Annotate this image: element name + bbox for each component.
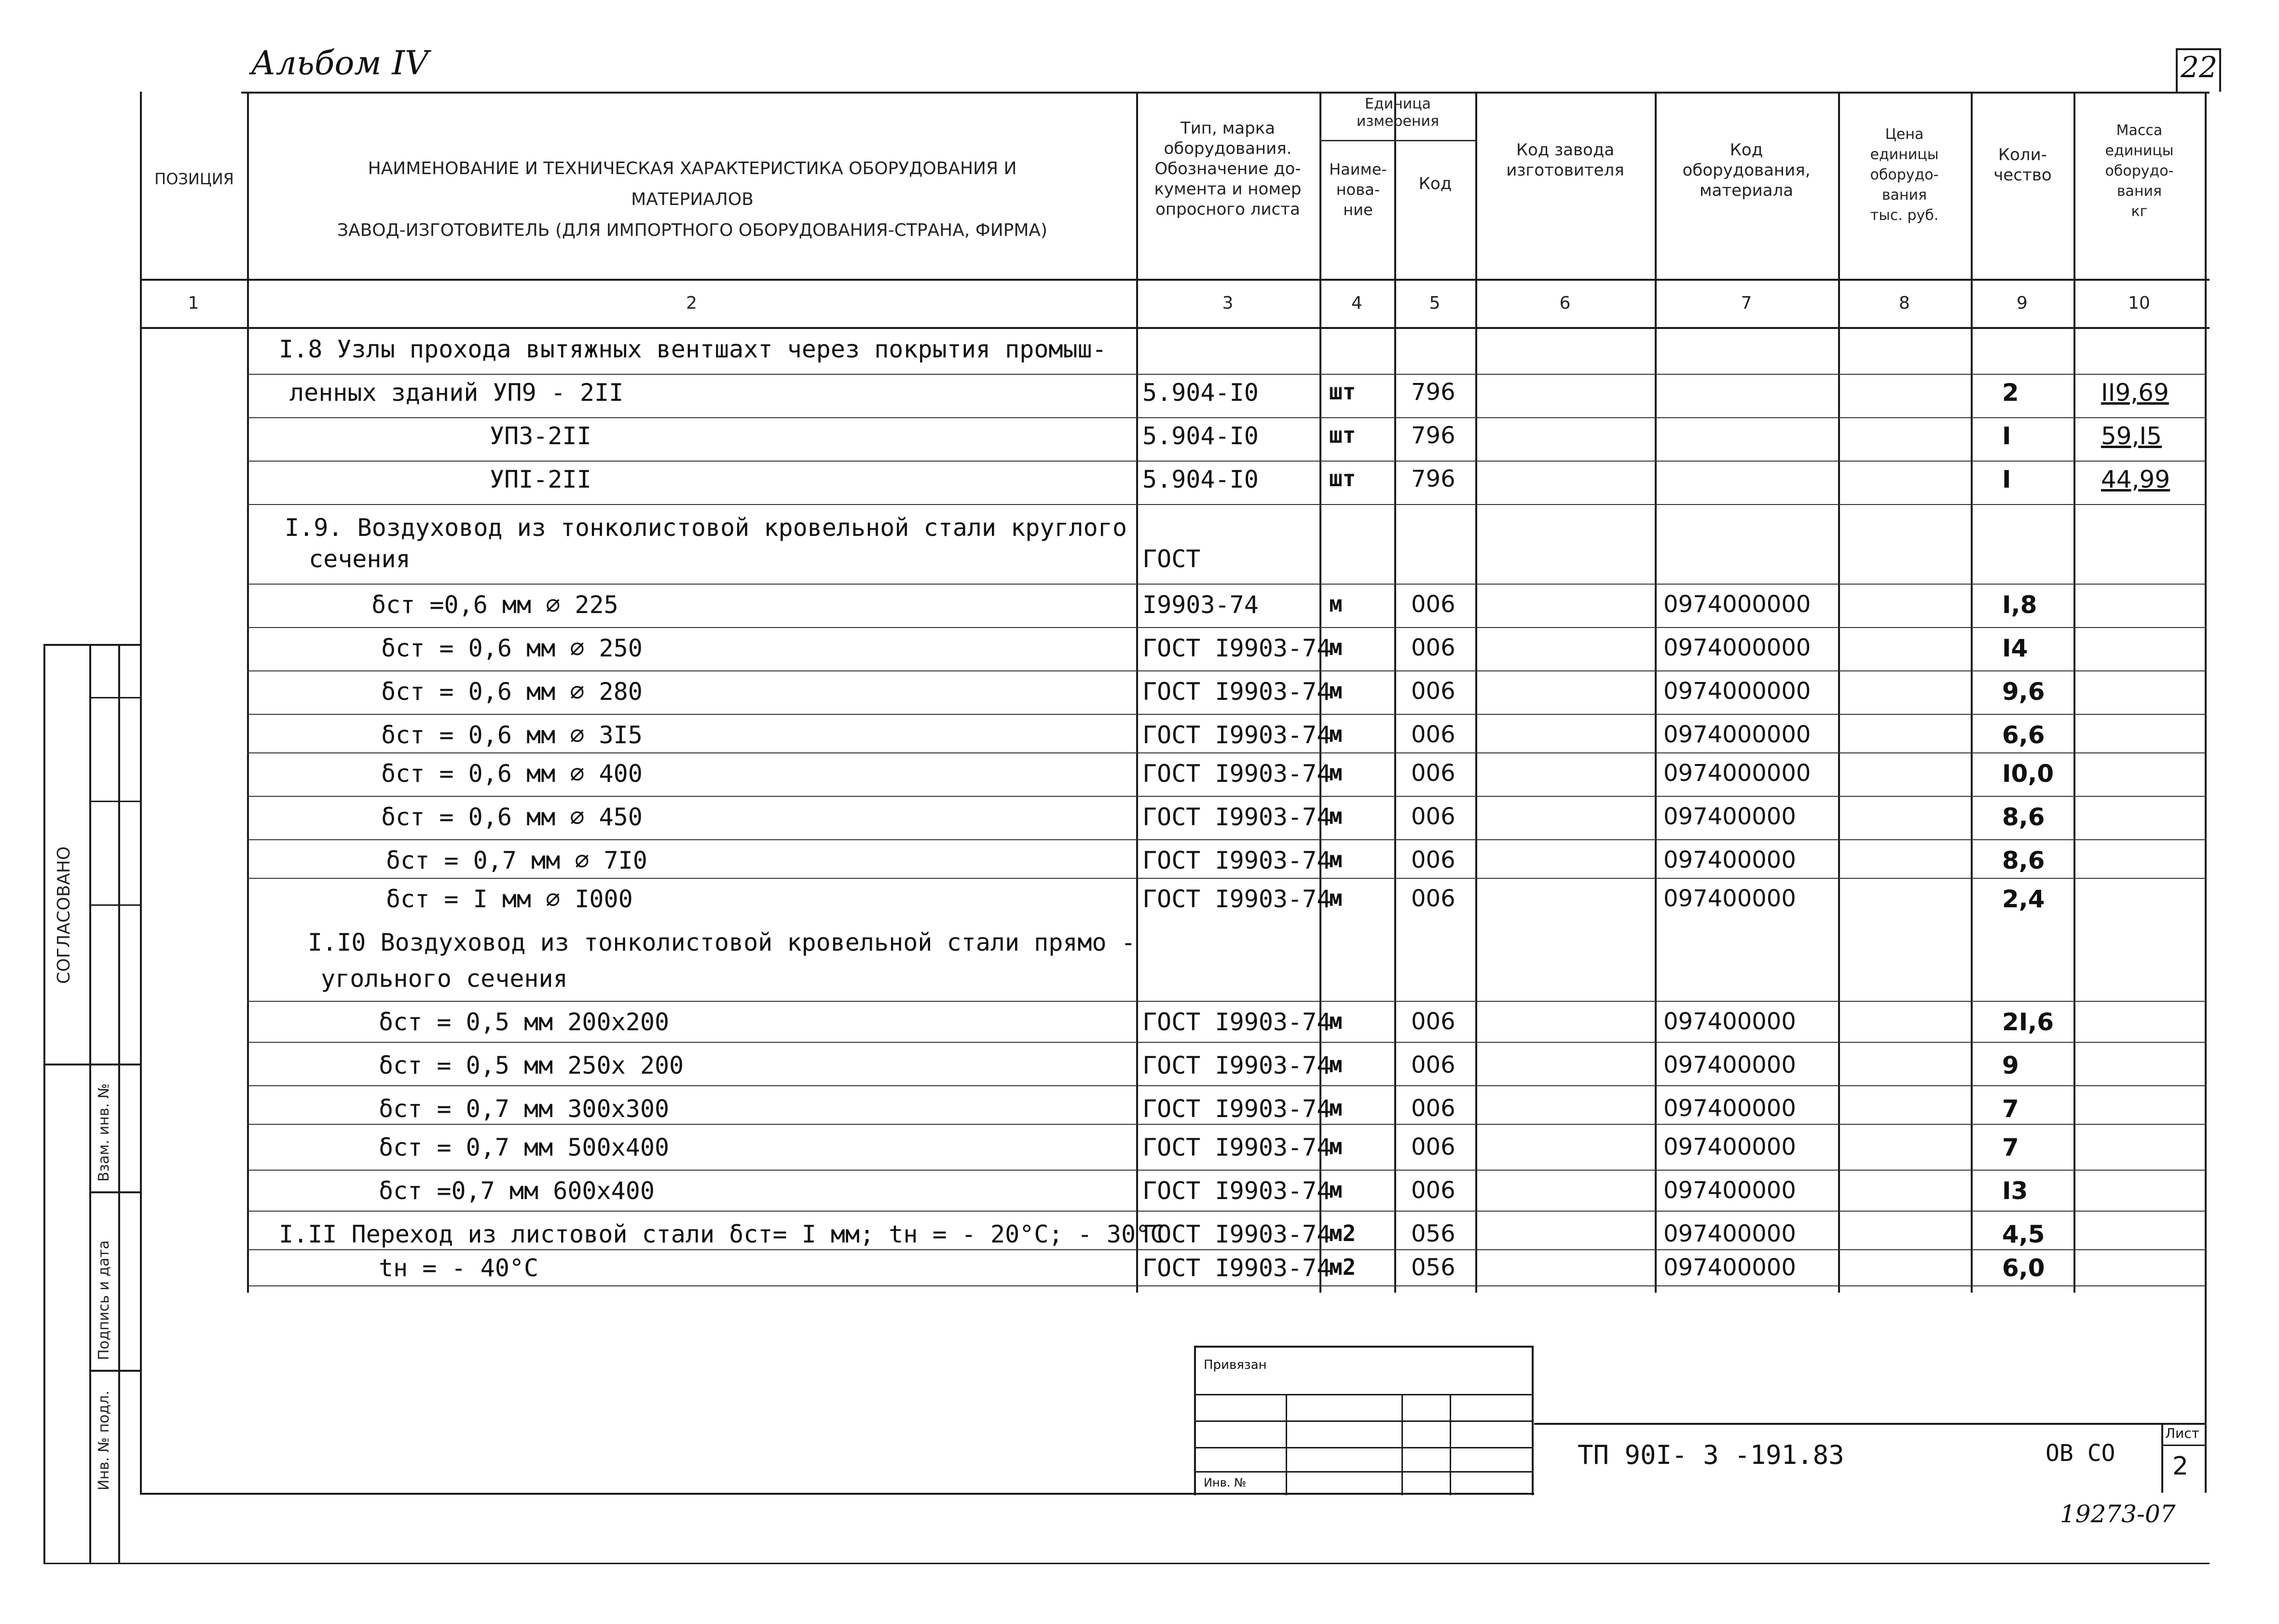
header-line: Наиме- (1329, 160, 1387, 178)
row-unit: м (1329, 885, 1343, 911)
row-name: ленных зданий УП9 - 2II (289, 379, 624, 407)
column-number: 5 (1429, 293, 1441, 313)
row-quantity: 7 (2002, 1133, 2019, 1161)
row-doc: ГОСТ I9903-74 (1142, 1220, 1332, 1248)
header-line: Масса (2116, 122, 2163, 139)
row-quantity: I,8 (2002, 591, 2037, 619)
row-quantity: 9,6 (2002, 678, 2045, 706)
row-doc: ГОСТ I9903-74 (1142, 760, 1332, 788)
row-name: δст = 0,6 мм ∅ 250 (381, 634, 643, 662)
row-material-code: 097400000 (1663, 1008, 1796, 1035)
row-quantity: 8,6 (2002, 803, 2045, 831)
row-unit: шт (1329, 422, 1356, 448)
column-number: 2 (686, 293, 697, 313)
row-material-code: 097400000 (1663, 803, 1796, 830)
header-name: НАИМЕНОВАНИЕ И ТЕХНИЧЕСКАЯ ХАРАКТЕРИСТИКА ОБОРУДОВАНИЯ И МАТЕРИАЛОВ ЗАВОД-ИЗГОТОВИТЕЛЬ (ДЛЯ ИМПОРТНОГО ОБОРУДОВАНИЯ-СТРАНА, ФИРМА) (337, 159, 1048, 240)
row-material-code: 097400000 (1663, 1051, 1796, 1078)
row-unit-code: 006 (1411, 803, 1455, 830)
row-quantity: 8,6 (2002, 846, 2045, 874)
row-name: δст = 0,6 мм ∅ 400 (381, 760, 643, 788)
side-sign-date-label: Подпись и дата (96, 1240, 112, 1360)
header-line: Коли- (1998, 145, 2047, 164)
header-line: кг (2131, 203, 2148, 220)
header-factory-code (1477, 140, 1653, 180)
row-material-code: 0974000000 (1663, 760, 1811, 787)
row-material-code: 097400000 (1663, 1220, 1796, 1247)
row-doc: ГОСТ I9903-74 (1142, 678, 1332, 706)
row-doc: 5.904-I0 (1142, 379, 1259, 407)
header-unit-code: Код (1418, 174, 1452, 193)
row-unit-code: 796 (1411, 422, 1455, 449)
header-line: материала (1699, 181, 1794, 200)
row-unit-code: 796 (1411, 379, 1455, 406)
row-unit: м2 (1329, 1254, 1356, 1280)
header-price (1840, 124, 1968, 226)
row-doc: I9903-74 (1142, 591, 1259, 619)
header-line: оборудо- (1870, 166, 1939, 183)
row-material-code: 097400000 (1663, 1177, 1796, 1204)
row-name: δст =0,7 мм 600x400 (379, 1177, 655, 1205)
album-label: Альбом IV (251, 44, 429, 82)
row-doc: ГОСТ I9903-74 (1142, 1254, 1332, 1282)
header-line: опросного листа (1155, 200, 1300, 219)
side-replace-inv-label: Взам. инв. № (96, 1083, 112, 1182)
row-doc: ГОСТ I9903-74 (1142, 1133, 1332, 1161)
row-name: УПI-2II (490, 465, 591, 493)
row-unit-code: 006 (1411, 885, 1455, 912)
row-name: I.9. Воздуховод из тонколистовой кровельной стали круглого (285, 514, 1127, 542)
row-unit: м (1329, 1008, 1343, 1034)
row-unit-code: 796 (1411, 465, 1455, 492)
row-unit-code: 006 (1411, 1008, 1455, 1035)
row-unit: м (1329, 721, 1343, 747)
row-doc: ГОСТ I9903-74 (1142, 1095, 1332, 1123)
row-quantity: I (2002, 422, 2011, 450)
header-line: нова- (1336, 180, 1380, 199)
header-line: оборудования, (1682, 161, 1811, 180)
header-line: оборудо- (2105, 163, 2174, 179)
row-unit: м (1329, 846, 1343, 873)
row-unit-code: 006 (1411, 1051, 1455, 1078)
row-unit-code: 056 (1411, 1220, 1455, 1247)
row-unit-code: 006 (1411, 1133, 1455, 1160)
header-line: Обозначение до- (1154, 159, 1301, 178)
header-unit-group (1322, 96, 1474, 130)
header-line: Тип, марка (1180, 119, 1276, 138)
header-line: Единица (1364, 96, 1431, 112)
row-material-code: 0974000000 (1663, 591, 1811, 618)
row-mass: 59,I5 (2101, 422, 2162, 450)
row-material-code: 097400000 (1663, 846, 1796, 873)
side-agreed-label: СОГЛАСОВАНО (54, 846, 74, 984)
row-name: δст = 0,5 мм 200x200 (379, 1008, 670, 1036)
side-original-inv-label: Инв. № подл. (96, 1391, 112, 1490)
row-material-code: 097400000 (1663, 1133, 1796, 1160)
row-name: δст = 0,7 мм ∅ 7I0 (386, 846, 647, 874)
row-name: δст = 0,7 мм 300x300 (379, 1095, 670, 1123)
archive-number: 19273-07 (2060, 1500, 2176, 1528)
header-unit-name (1322, 159, 1394, 220)
header-mass (2075, 121, 2203, 222)
header-line: единицы (2105, 142, 2174, 159)
row-unit: м (1329, 803, 1343, 829)
header-line: тыс. руб. (1870, 207, 1939, 224)
stamp-sheet-number: 2 (2172, 1452, 2189, 1481)
row-unit: м (1329, 1051, 1343, 1078)
row-material-code: 0974000000 (1663, 721, 1811, 748)
header-line: вания (1881, 187, 1927, 204)
header-material-code (1657, 140, 1836, 201)
row-unit-code: 006 (1411, 760, 1455, 787)
row-quantity: I3 (2002, 1177, 2028, 1205)
row-quantity: I (2002, 465, 2011, 493)
row-name: δст = 0,7 мм 500x400 (379, 1133, 670, 1161)
column-number: 3 (1222, 293, 1234, 313)
row-unit: м (1329, 1177, 1343, 1203)
row-name: I.II Переход из листовой стали δст= I мм; tн = - 20°C; - 30°C (279, 1220, 1165, 1248)
row-unit: м (1329, 1095, 1343, 1121)
row-unit: м (1329, 634, 1343, 660)
row-doc: ГОСТ I9903-74 (1142, 803, 1332, 831)
row-unit-code: 006 (1411, 1095, 1455, 1122)
column-number: 7 (1741, 293, 1752, 313)
row-doc: ГОСТ I9903-74 (1142, 885, 1332, 913)
row-doc: ГОСТ I9903-74 (1142, 846, 1332, 874)
row-name: сечения (309, 545, 411, 573)
row-doc: ГОСТ I9903-74 (1142, 721, 1332, 749)
row-unit: м (1329, 1133, 1343, 1160)
row-unit: м (1329, 760, 1343, 786)
stamp-sheet-label: Лист (2165, 1425, 2199, 1441)
stamp-document-code: ТП 90I- 3 -191.83 (1578, 1440, 1844, 1470)
row-name: δст = 0,6 мм ∅ 450 (381, 803, 643, 831)
column-number: 1 (188, 293, 199, 313)
row-quantity: 9 (2002, 1051, 2019, 1079)
row-quantity: 7 (2002, 1095, 2019, 1123)
header-position: ПОЗИЦИЯ (154, 170, 234, 188)
row-quantity: 2I,6 (2002, 1008, 2054, 1036)
row-unit: шт (1329, 465, 1356, 491)
row-quantity: I4 (2002, 634, 2028, 662)
row-quantity: 6,0 (2002, 1254, 2045, 1282)
row-unit-code: 006 (1411, 591, 1455, 618)
header-line: чество (1993, 165, 2052, 185)
column-number: 8 (1899, 293, 1910, 313)
column-number: 9 (2017, 293, 2028, 313)
row-material-code: 097400000 (1663, 885, 1796, 912)
row-doc: ГОСТ (1142, 545, 1201, 573)
header-line: единицы (1870, 146, 1939, 163)
row-unit: м2 (1329, 1220, 1356, 1246)
row-unit-code: 056 (1411, 1254, 1455, 1281)
header-line: кумента и номер (1154, 179, 1302, 199)
header-type (1139, 118, 1317, 219)
row-doc: 5.904-I0 (1142, 465, 1259, 493)
row-unit: м (1329, 678, 1343, 704)
row-name: δст = 0,5 мм 250x 200 (379, 1051, 684, 1079)
row-unit-code: 006 (1411, 678, 1455, 705)
row-name: I.I0 Воздуховод из тонколистовой кровельной стали прямо - (308, 928, 1136, 956)
header-quantity (1973, 145, 2072, 185)
row-quantity: 2 (2002, 379, 2019, 407)
column-number: 10 (2128, 293, 2150, 313)
row-unit-code: 006 (1411, 634, 1455, 661)
column-number: 6 (1559, 293, 1571, 313)
row-doc: ГОСТ I9903-74 (1142, 634, 1332, 662)
header-line: вания (2116, 183, 2162, 200)
row-name: δст = 0,6 мм ∅ 3I5 (381, 721, 643, 749)
stamp-linked-label: Привязан (1204, 1358, 1267, 1372)
row-material-code: 097400000 (1663, 1095, 1796, 1122)
row-unit: м (1329, 591, 1343, 617)
row-mass: II9,69 (2101, 379, 2169, 407)
stamp-inv-label: Инв. № (1204, 1476, 1247, 1489)
row-doc: ГОСТ I9903-74 (1142, 1177, 1332, 1205)
row-material-code: 097400000 (1663, 1254, 1796, 1281)
header-line: измерения (1356, 113, 1440, 130)
header-line: изготовителя (1506, 161, 1624, 180)
row-material-code: 0974000000 (1663, 678, 1811, 705)
row-doc: 5.904-I0 (1142, 422, 1259, 450)
row-quantity: 4,5 (2002, 1220, 2045, 1248)
header-line: ние (1343, 201, 1373, 219)
row-name: δст = 0,6 мм ∅ 280 (381, 678, 643, 706)
header-line: оборудования. (1164, 139, 1292, 158)
row-name: УП3-2II (490, 422, 591, 450)
row-mass: 44,99 (2101, 465, 2170, 493)
stamp-section: ОВ СО (2046, 1440, 2115, 1467)
row-quantity: 2,4 (2002, 885, 2045, 913)
row-unit-code: 006 (1411, 721, 1455, 748)
row-unit-code: 006 (1411, 846, 1455, 873)
row-name: δст =0,6 мм ∅ 225 (371, 591, 618, 619)
row-doc: ГОСТ I9903-74 (1142, 1051, 1332, 1079)
header-line: Код (1730, 140, 1763, 160)
row-doc: ГОСТ I9903-74 (1142, 1008, 1332, 1036)
row-name: угольного сечения (321, 965, 568, 993)
row-material-code: 0974000000 (1663, 634, 1811, 661)
column-number: 4 (1351, 293, 1362, 313)
row-name: δст = I мм ∅ I000 (386, 885, 633, 913)
row-name: I.8 Узлы прохода вытяжных вентшахт через покрытия промыш- (279, 335, 1107, 363)
row-name: tн = - 40°C (379, 1254, 539, 1282)
row-unit: шт (1329, 379, 1356, 405)
header-line: Цена (1885, 126, 1924, 143)
row-quantity: I0,0 (2002, 760, 2054, 788)
page-number: 22 (2181, 51, 2218, 84)
header-line: Код завода (1516, 140, 1615, 160)
row-unit-code: 006 (1411, 1177, 1455, 1204)
row-quantity: 6,6 (2002, 721, 2045, 749)
